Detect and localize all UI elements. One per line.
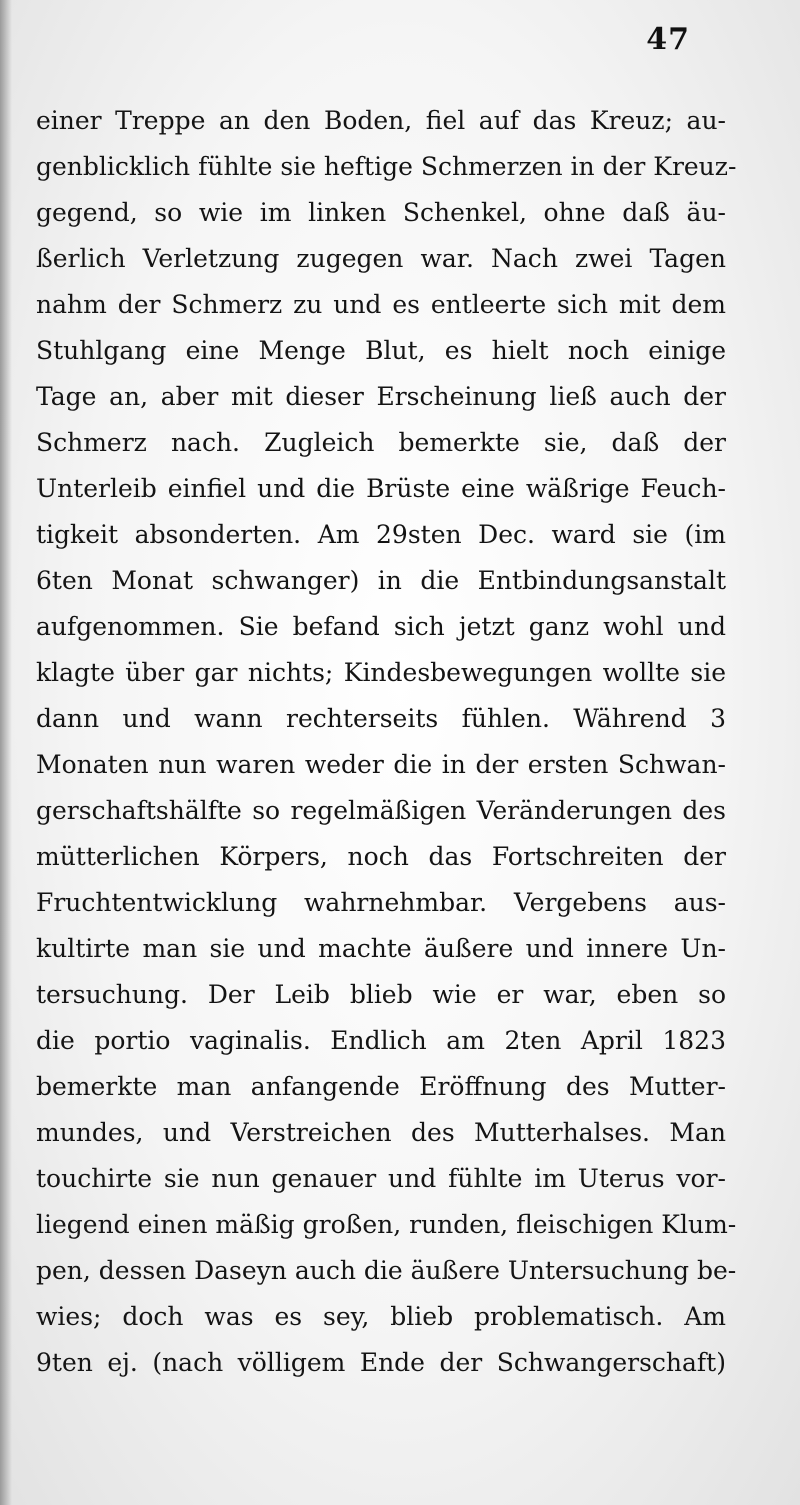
text-line-3: gegend, so wie im linken Schenkel, ohne daß äu- [36,198,726,227]
text-line-12: aufgenommen. Sie befand sich jetzt ganz wohl und [36,612,726,641]
text-line-20: tersuchung. Der Leib blieb wie er war, eben so [36,980,726,1009]
text-line-11: 6ten Monat schwanger) in die Entbindungsanstalt [36,566,726,595]
text-line-4: ßerlich Verletzung zugegen war. Nach zwei Tagen [36,244,726,273]
text-line-17: mütterlichen Körpers, noch das Fortschreiten der [36,842,726,871]
text-line-10: tigkeit absonderten. Am 29sten Dec. ward sie (im [36,520,726,549]
body-text [36,98,737,1386]
text-line-15: Monaten nun waren weder die in der ersten Schwan- [36,750,726,779]
text-line-7: Tage an, aber mit dieser Erscheinung ließ auch der [36,382,726,411]
text-line-28: 9ten ej. (nach völligem Ende der Schwangerschaft) [36,1348,726,1377]
text-line-25: liegend einen mäßig großen, runden, fleischigen Klum- [36,1210,737,1239]
text-line-5: nahm der Schmerz zu und es entleerte sich mit dem [36,290,726,319]
page-edge-shadow [0,0,12,1505]
text-line-24: touchirte sie nun genauer und fühlte im Uterus vor- [36,1164,726,1193]
text-line-27: wies; doch was es sey, blieb problematisch. Am [36,1302,726,1331]
text-line-18: Fruchtentwicklung wahrnehmbar. Vergebens aus- [36,888,726,917]
text-line-19: kultirte man sie und machte äußere und innere Un- [36,934,726,963]
text-line-14: dann und wann rechterseits fühlen. Während 3 [36,704,726,733]
text-line-21: die portio vaginalis. Endlich am 2ten April 1823 [36,1026,726,1055]
text-line-2: genblicklich fühlte sie heftige Schmerzen in der Kreuz- [36,152,737,181]
page-number: 47 [646,22,690,57]
text-line-9: Unterleib einfiel und die Brüste eine wäßrige Feuch- [36,474,726,503]
text-line-8: Schmerz nach. Zugleich bemerkte sie, daß der [36,428,726,457]
text-line-26: pen, dessen Daseyn auch die äußere Untersuchung be- [36,1256,737,1285]
text-line-13: klagte über gar nichts; Kindesbewegungen wollte sie [36,658,726,687]
text-line-16: gerschaftshälfte so regelmäßigen Veränderungen des [36,796,726,825]
text-line-22: bemerkte man anfangende Eröffnung des Mutter- [36,1072,726,1101]
text-line-1: einer Treppe an den Boden, fiel auf das Kreuz; au- [36,106,726,135]
text-line-6: Stuhlgang eine Menge Blut, es hielt noch einige [36,336,726,365]
text-line-23: mundes, und Verstreichen des Mutterhalses. Man [36,1118,726,1147]
